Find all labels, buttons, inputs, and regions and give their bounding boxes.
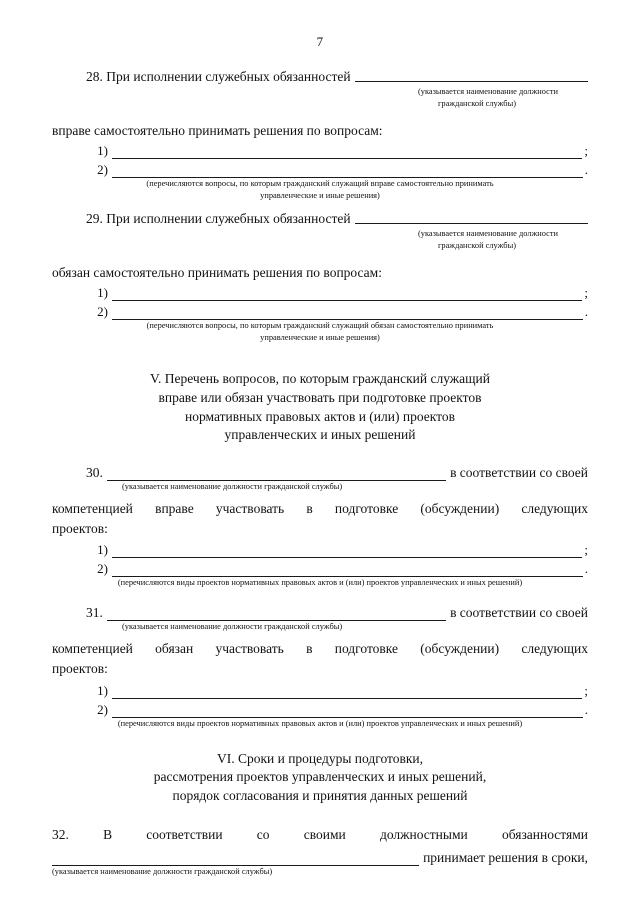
clause-28-entry-1-tail: ; <box>584 143 588 159</box>
clause-28-note-1: (перечисляются вопросы, по которым гражданский служащий вправе самостоятельно принимать <box>146 179 494 189</box>
clause-31-entry-2 <box>52 702 588 718</box>
clause-28-fill-line[interactable] <box>355 81 588 82</box>
clause-30-fill-line[interactable] <box>107 467 446 481</box>
clause-29-entries <box>52 285 588 320</box>
clause-29-entry-2-line[interactable] <box>112 307 583 320</box>
clause-29-text: 29. При исполнении служебных обязанностей <box>86 211 351 227</box>
clause-28-entry-1-line[interactable] <box>112 146 582 159</box>
clause-28-note-2: управленческие и иные решения) <box>260 191 380 201</box>
clause-31-entry-1-line[interactable] <box>112 686 582 699</box>
clause-29-entry-2-number: 2) <box>97 304 108 320</box>
clause-28-entry-1 <box>52 143 588 159</box>
clause-30-entry-1-tail: ; <box>584 542 588 558</box>
clause-30-entry-1-line[interactable] <box>112 545 582 558</box>
clause-32-body-line-1: 32. В соответствии со своими должностными обязанностями <box>52 827 588 843</box>
clause-31-heading-row <box>52 605 588 621</box>
section-6-line-3: порядок согласования и принятия данных решений <box>172 787 468 803</box>
clause-28-hint-2: гражданской службы) <box>437 99 516 109</box>
clause-30-entry-2-line[interactable] <box>112 564 583 577</box>
clause-28-entries <box>52 143 588 178</box>
clause-29-entry-2-tail: . <box>584 304 588 320</box>
clause-31-entry-2-number: 2) <box>97 701 108 717</box>
clause-29-entry-1-line[interactable] <box>112 288 582 301</box>
clause-32-fill-line[interactable] <box>52 852 419 866</box>
clause-30 <box>52 465 588 589</box>
clause-28-entry-2-tail: . <box>584 162 588 178</box>
clause-30-entry-2-number: 2) <box>97 561 108 577</box>
clause-30-body-line-1: компетенцией вправе участвовать в подготовке (обсуждении) следующих <box>52 500 588 516</box>
section-6-line-2: рассмотрения проектов управленческих и иных решений, <box>153 769 487 785</box>
section-6-title <box>52 750 588 806</box>
section-6-line-1: VI. Сроки и процедуры подготовки, <box>216 750 424 766</box>
clause-28-text: 28. При исполнении служебных обязанностей <box>86 69 351 84</box>
clause-29-heading-row <box>52 210 588 228</box>
clause-31-entry-2-tail: . <box>584 701 588 717</box>
clause-31-fill-line[interactable] <box>107 607 446 621</box>
clause-28-entry-2 <box>52 162 588 178</box>
clause-28-entry-2-number: 2) <box>97 162 108 178</box>
clause-29-note-2: управленческие и иные решения) <box>260 333 380 343</box>
clause-31-entry-1-number: 1) <box>97 682 108 698</box>
clause-31 <box>52 605 588 729</box>
clause-30-note: (перечисляются виды проектов нормативных правовых актов и (или) проектов управленческих и иных решений) <box>117 578 523 588</box>
section-5-title <box>52 370 588 445</box>
section-5-line-3: нормативных правовых актов и (или) проектов <box>185 408 455 424</box>
clause-31-hint: (указывается наименование должности гражданской службы) <box>122 622 343 632</box>
clause-28-hint-1: (указывается наименование должности <box>417 87 558 97</box>
clause-31-trail: в соответствии со своей <box>450 605 588 621</box>
clause-28-lead: вправе самостоятельно принимать решения по вопросам: <box>52 123 383 139</box>
clause-32-line-row <box>52 850 588 866</box>
clause-29-entry-2 <box>52 304 588 320</box>
clause-31-entry-1 <box>52 683 588 699</box>
clause-29-entry-1-number: 1) <box>97 285 108 301</box>
clause-29-note-1: (перечисляются вопросы, по которым гражданский служащий обязан самостоятельно принимать <box>146 321 494 331</box>
clause-29-entry-1-tail: ; <box>584 285 588 301</box>
clause-30-heading-row <box>52 465 588 481</box>
section-5-line-1: V. Перечень вопросов, по которым гражданский служащий <box>150 371 490 387</box>
clause-29 <box>52 210 588 344</box>
clause-28-entry-1-number: 1) <box>97 143 108 159</box>
clause-30-body-line-2: проектов: <box>52 521 108 536</box>
clause-30-entry-1 <box>52 542 588 558</box>
clause-30-hint: (указывается наименование должности гражданской службы) <box>122 481 343 491</box>
clause-30-entry-2-tail: . <box>584 561 588 577</box>
clause-32 <box>52 825 588 875</box>
clause-29-hint-1: (указывается наименование должности <box>417 229 558 239</box>
clause-30-trail: в соответствии со своей <box>450 464 588 480</box>
clause-31-number: 31. <box>86 605 103 621</box>
clause-28 <box>52 68 588 202</box>
clause-28-entry-2-line[interactable] <box>112 165 583 178</box>
clause-31-entry-2-line[interactable] <box>112 705 583 718</box>
clause-28-heading-row <box>52 68 588 86</box>
clause-30-entry-2 <box>52 561 588 577</box>
clause-29-fill-line[interactable] <box>355 223 588 224</box>
clause-31-entries <box>52 683 588 718</box>
clause-31-body-line-1: компетенцией обязан участвовать в подготовке (обсуждении) следующих <box>52 641 588 657</box>
clause-30-entry-1-number: 1) <box>97 542 108 558</box>
section-5-line-2: вправе или обязан участвовать при подготовке проектов <box>158 389 482 405</box>
clause-32-trail: принимает решения в сроки, <box>423 849 588 865</box>
clause-29-entry-1 <box>52 285 588 301</box>
section-5-line-4: управленческих и иных решений <box>224 427 416 443</box>
clause-30-number: 30. <box>86 464 103 480</box>
clause-29-lead: обязан самостоятельно принимать решения по вопросам: <box>52 265 382 281</box>
clause-32-hint: (указывается наименование должности гражданской службы) <box>52 866 273 876</box>
clause-31-note: (перечисляются виды проектов нормативных правовых актов и (или) проектов управленческих и иных решений) <box>117 718 523 728</box>
clause-30-entries <box>52 542 588 577</box>
clause-29-hint-2: гражданской службы) <box>437 241 516 251</box>
clause-31-body-line-2: проектов: <box>52 661 108 677</box>
clause-31-entry-1-tail: ; <box>584 682 588 698</box>
page-number: 7 <box>316 34 324 49</box>
